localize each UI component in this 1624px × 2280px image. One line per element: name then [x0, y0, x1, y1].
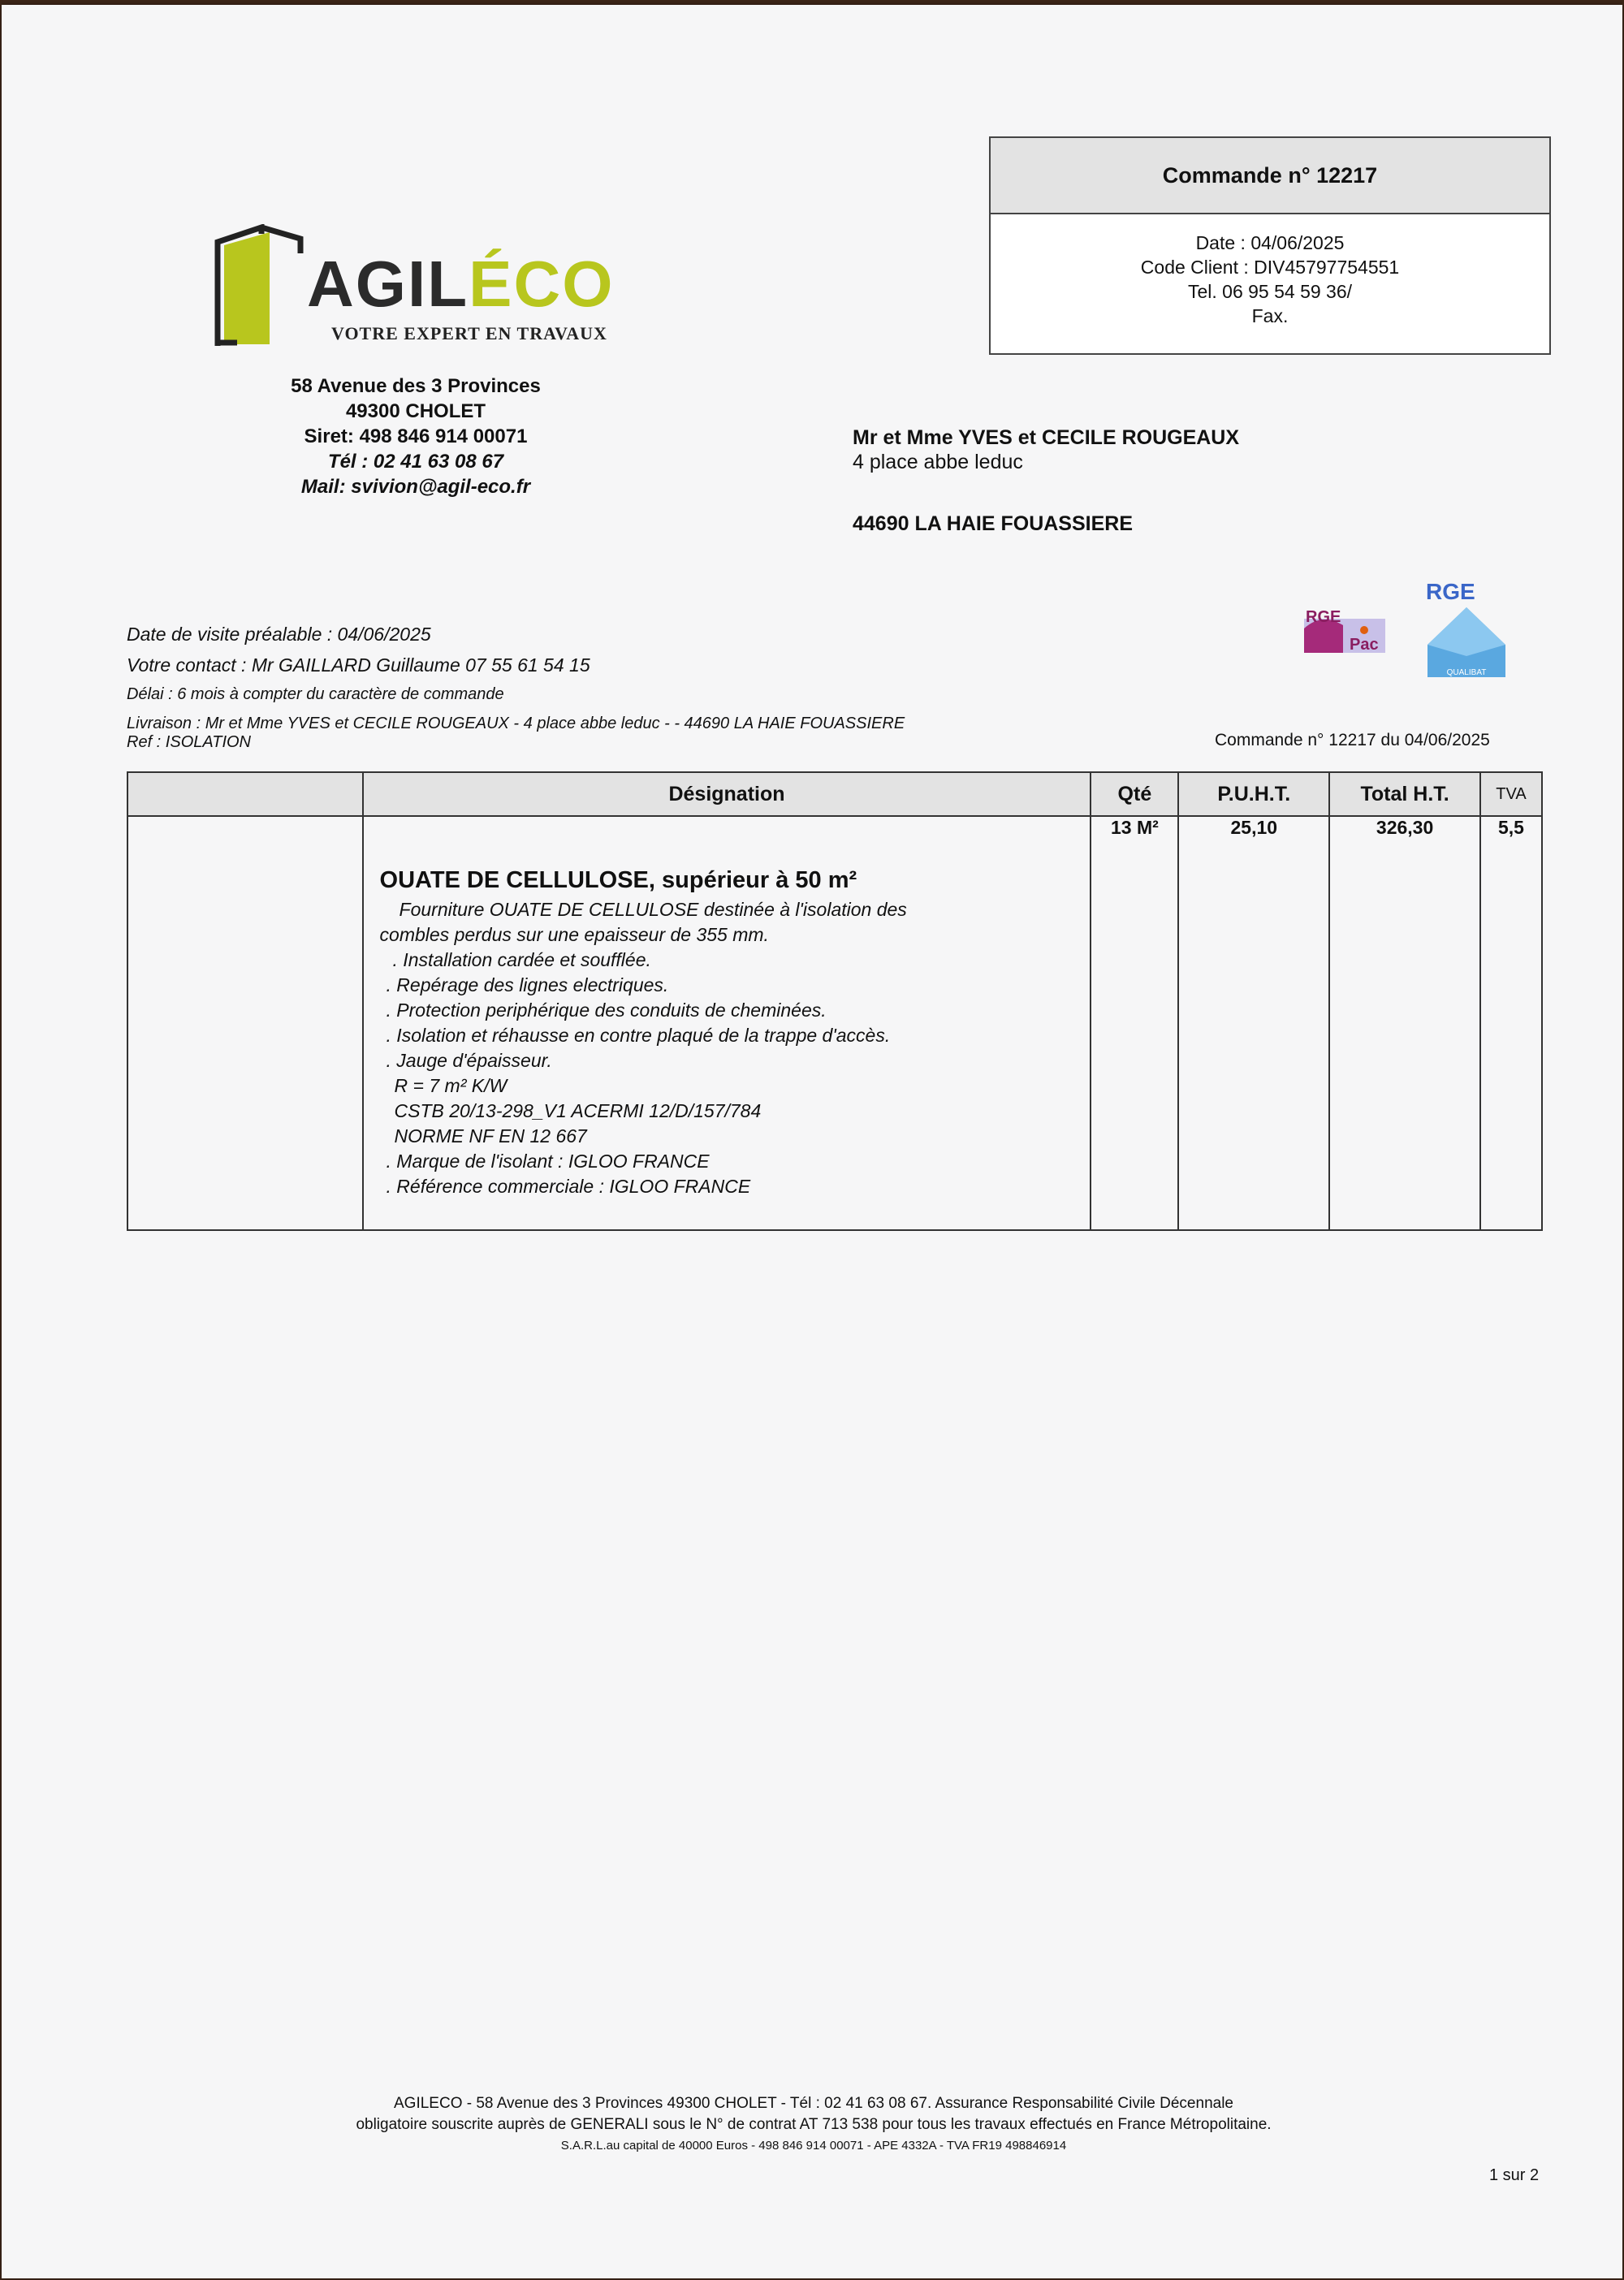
rge-pac-label: RGE: [1306, 608, 1341, 626]
rge-pac-logo-icon: [1298, 604, 1393, 658]
client-city: 44690 LA HAIE FOUASSIERE: [853, 512, 1134, 535]
logo-tagline: VOTRE EXPERT EN TRAVAUX: [331, 323, 607, 343]
company-mail: Mail: svivion@agil-eco.fr: [300, 476, 531, 498]
header-blank: [127, 772, 363, 816]
item-line: . Installation cardée et soufflée.: [392, 949, 651, 970]
order-reference: Commande n° 12217 du 04/06/2025: [1215, 731, 1490, 749]
order-client-code: Code Client : DIV45797754551: [1140, 257, 1400, 278]
footer-line-3: S.A.R.L.au capital de 40000 Euros - 498 846 914 00071 - APE 4332A - TVA FR19 498846914: [560, 2139, 1067, 2153]
page-footer: [2, 2093, 1624, 2157]
house-logo-icon: [213, 224, 309, 346]
company-info: [245, 374, 586, 499]
client-street: 4 place abbe leduc: [853, 451, 1023, 473]
company-phone: Tél : 02 41 63 08 67: [327, 451, 504, 473]
item-line: . Référence commerciale : IGLOO FRANCE: [386, 1176, 751, 1197]
rge-qualibat-label: RGE: [1426, 579, 1475, 604]
delay: Délai : 6 mois à compter du caractère de commande: [127, 685, 504, 703]
order-title: Commande n° 12217: [991, 138, 1549, 214]
item-line: NORME NF EN 12 667: [394, 1125, 587, 1146]
company-siret: Siret: 498 846 914 00071: [304, 425, 528, 447]
item-puht: 25,10: [1178, 816, 1329, 1230]
logo-word-agil: AGIL: [307, 248, 469, 320]
visit-date: Date de visite préalable : 04/06/2025: [127, 624, 431, 645]
rge-qualibat-sub: QUALIBAT: [1446, 668, 1487, 677]
footer-line-2: obligatoire souscrite auprès de GENERALI sous le N° de contrat AT 713 538 pour tous les travaux effectués en France Métropolitaine.: [356, 2116, 1272, 2133]
logo-wordmark: [307, 247, 614, 322]
rge-qualibat-badge-icon: [1421, 578, 1512, 685]
company-logo: [211, 224, 666, 354]
item-line: . Marque de l'isolant : IGLOO FRANCE: [386, 1151, 710, 1172]
order-date: Date : 04/06/2025: [1195, 232, 1345, 253]
reference: Ref : ISOLATION: [127, 733, 251, 751]
rge-qualibat-logo-icon: [1421, 578, 1512, 685]
company-address: 58 Avenue des 3 Provinces: [291, 375, 541, 397]
row-blank-cell: [127, 816, 363, 1230]
table-row: [127, 816, 1542, 1230]
header-tva: TVA: [1480, 772, 1542, 816]
item-title: OUATE DE CELLULOSE, supérieur à 50 m²: [379, 867, 857, 893]
order-box: [989, 136, 1551, 355]
delivery: Livraison : Mr et Mme YVES et CECILE ROUGEAUX - 4 place abbe leduc - - 44690 LA HAIE FOUASSIERE: [127, 715, 905, 732]
rge-pac-sub: Pac: [1350, 636, 1379, 654]
item-line: R = 7 m² K/W: [394, 1075, 508, 1096]
header-qty: Qté: [1091, 772, 1178, 816]
logo-word-eco: ÉCO: [469, 248, 615, 320]
header-total: Total H.T.: [1329, 772, 1480, 816]
items-table: [127, 771, 1543, 1231]
header-designation: Désignation: [363, 772, 1091, 816]
item-line: combles perdus sur une epaisseur de 355 mm.: [379, 924, 769, 945]
table-header-row: [127, 772, 1542, 816]
item-total: 326,30: [1329, 816, 1480, 1230]
client-address: [853, 425, 1239, 536]
header-puht: P.U.H.T.: [1178, 772, 1329, 816]
item-line: . Repérage des lignes electriques.: [386, 974, 669, 995]
company-city: 49300 CHOLET: [345, 400, 486, 422]
item-line: . Protection periphérique des conduits de cheminées.: [386, 1000, 827, 1021]
page-number: 1 sur 2: [1489, 2166, 1540, 2184]
document-page: [2, 5, 1622, 2278]
footer-line-1: AGILECO - 58 Avenue des 3 Provinces 49300 CHOLET - Tél : 02 41 63 08 67. Assurance Responsabilité Civile Décennale: [394, 2095, 1233, 2112]
item-line: Fourniture OUATE DE CELLULOSE destinée à l'isolation des: [399, 899, 907, 920]
item-line: . Isolation et réhausse en contre plaqué de la trappe d'accès.: [386, 1025, 891, 1046]
rge-pac-badge-icon: [1298, 604, 1393, 658]
order-client-tel: Tel. 06 95 54 59 36/: [1187, 281, 1353, 302]
item-tva: 5,5: [1480, 816, 1542, 1230]
item-qty: 13 M²: [1091, 816, 1178, 1230]
item-line: CSTB 20/13-298_V1 ACERMI 12/D/157/784: [394, 1100, 762, 1121]
row-designation-cell: [363, 816, 1091, 1230]
order-client-fax: Fax.: [1251, 305, 1289, 326]
client-name: Mr et Mme YVES et CECILE ROUGEAUX: [853, 426, 1240, 449]
item-line: . Jauge d'épaisseur.: [386, 1050, 552, 1071]
contact: Votre contact : Mr GAILLARD Guillaume 07 55 61 54 15: [127, 654, 590, 676]
